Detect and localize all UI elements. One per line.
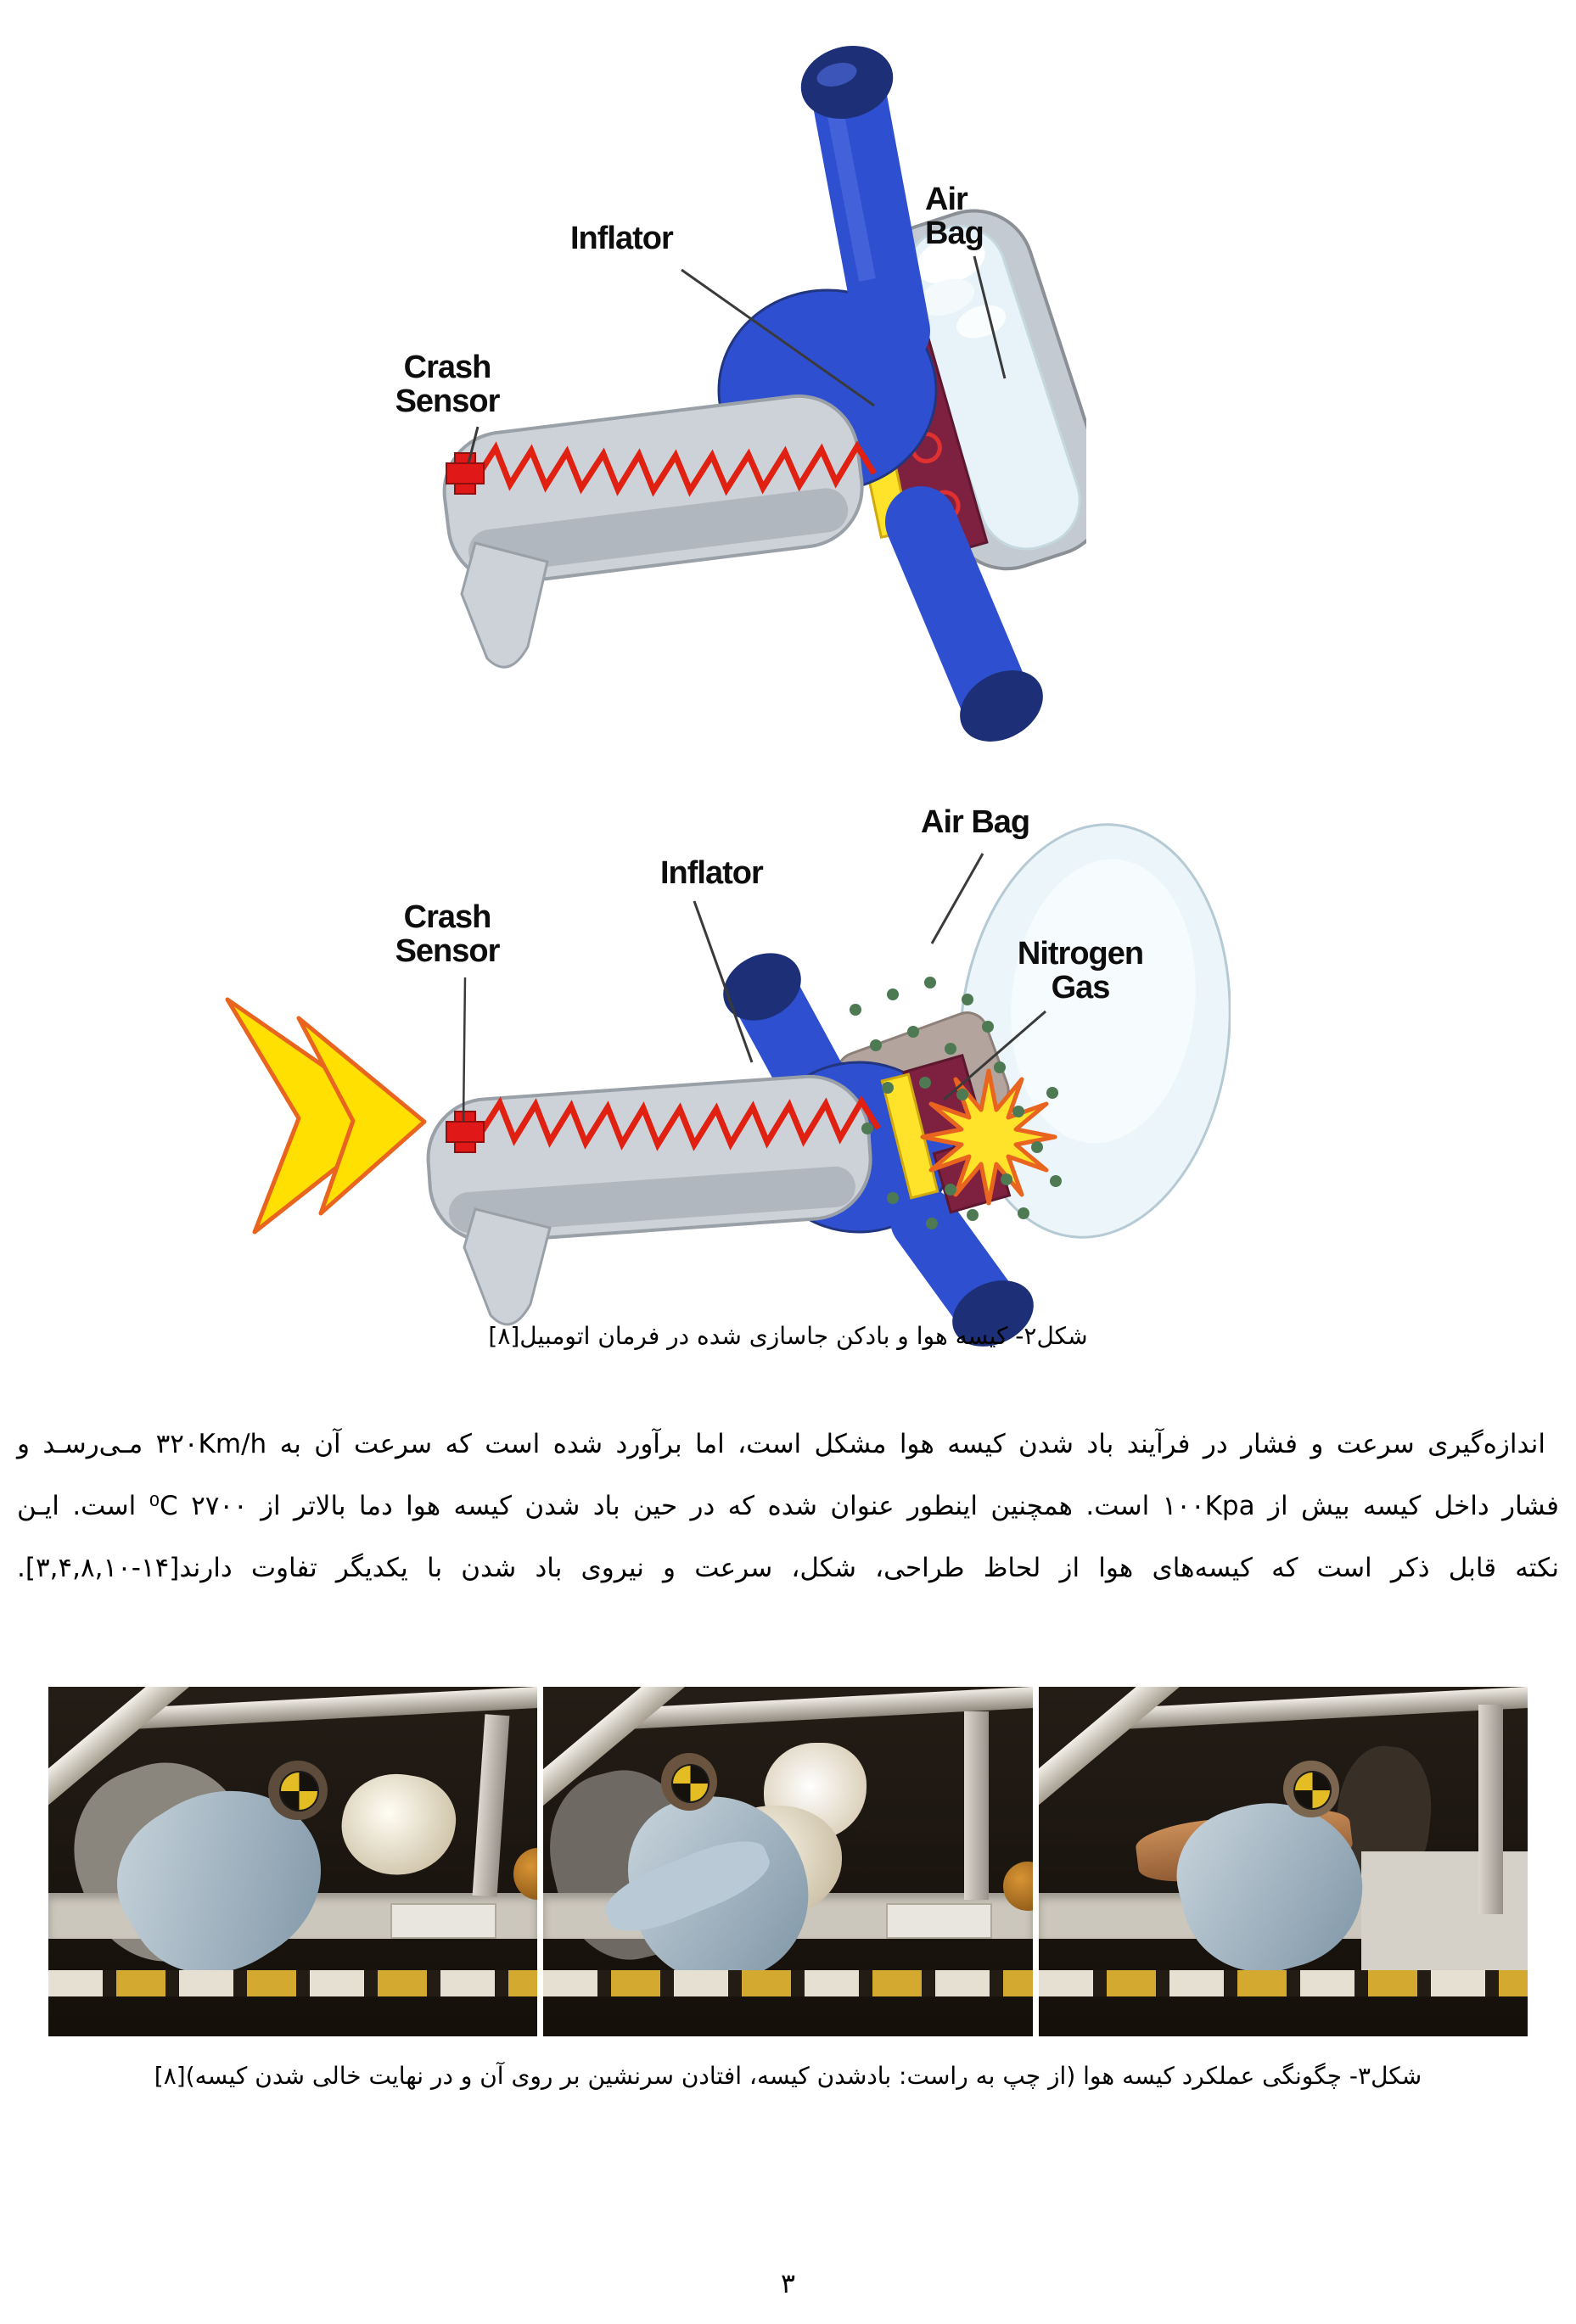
dummy-head — [268, 1761, 327, 1820]
body-paragraph — [17, 1414, 1559, 1599]
column-housing — [438, 389, 869, 667]
page-number: ۳ — [780, 2267, 796, 2299]
inflator-label-bottom: Inflator — [660, 855, 763, 891]
airbag-label-bottom: Air Bag — [921, 804, 1030, 840]
crash-test-photo-strip — [48, 1687, 1528, 2036]
window-post — [964, 1711, 989, 1900]
crash-sensor-leader-line — [463, 977, 465, 1122]
airbag-inflating — [334, 1766, 462, 1884]
paragraph-line: فشار داخل کیسه بیش از ۱۰۰Kpa است. همچنین اینطور عنوان شده که در حین باد شدن کیسه هوا دما بالاتر از ۲۷۰۰ ⁰C است. ایـن — [17, 1491, 1559, 1521]
crash-test-photo-deflated — [1039, 1687, 1528, 2036]
measuring-stripe-bar — [48, 1970, 537, 1996]
figure2-caption: شکل۲- کیسه هوا و بادکن جاسازی شده در فرمان اتومبیل[۸] — [488, 1322, 1088, 1350]
window-post — [473, 1714, 510, 1897]
crash-impact-arrow — [227, 1000, 424, 1232]
paragraph-line: نکته قابل ذکر است که کیسه‌های هوا از لحاظ طراحی، شکل، سرعت و نیروی باد شدن با یکدیگر تفاوت دارند⁦[۳,۴,۸,۱۰-۱۴]⁩. — [17, 1553, 1559, 1583]
calibration-target-icon — [279, 1771, 319, 1811]
column-housing — [424, 1072, 874, 1324]
calibration-target-icon — [671, 1764, 709, 1803]
airbag-label-top: Air Bag — [925, 182, 984, 251]
airbag-leader-line — [932, 854, 983, 944]
car-roofline — [126, 1687, 537, 1729]
inflator-label-top: Inflator — [570, 221, 673, 256]
equipment-box — [886, 1903, 992, 1938]
nitrogen-gas-label: Nitrogen Gas — [1017, 936, 1144, 1005]
figure3-caption: شکل۳- چگونگی عملکرد کیسه هوا (از چپ به راست: بادشدن کیسه، افتادن سرنشین بر روی آن و در نهایت خالی شدن کیسه)[۸] — [154, 2062, 1422, 2090]
car-roofline — [1117, 1687, 1528, 1729]
crash-sensor-label-bottom: Crash Sensor — [395, 899, 500, 969]
dummy-head — [661, 1753, 717, 1811]
crash-test-photo-inflating — [48, 1687, 537, 2036]
wheel-target-marker — [513, 1848, 538, 1901]
paragraph-line: اندازه‌گیری سرعت و فشار در فرآیند باد شدن کیسه هوا مشکل است، اما برآورد شده است که سرعت آن به ۳۲۰Km/h مـی‌رسـد و — [17, 1429, 1545, 1459]
crash-sensor-label-top: Crash Sensor — [395, 350, 500, 419]
crash-test-photo-impact — [543, 1687, 1032, 2036]
dummy-head — [1283, 1761, 1339, 1818]
window-post — [1478, 1705, 1503, 1914]
calibration-target-icon — [1293, 1771, 1332, 1810]
measuring-stripe-bar — [543, 1970, 1032, 1996]
measuring-stripe-bar — [1039, 1970, 1528, 1996]
equipment-box — [390, 1903, 496, 1938]
